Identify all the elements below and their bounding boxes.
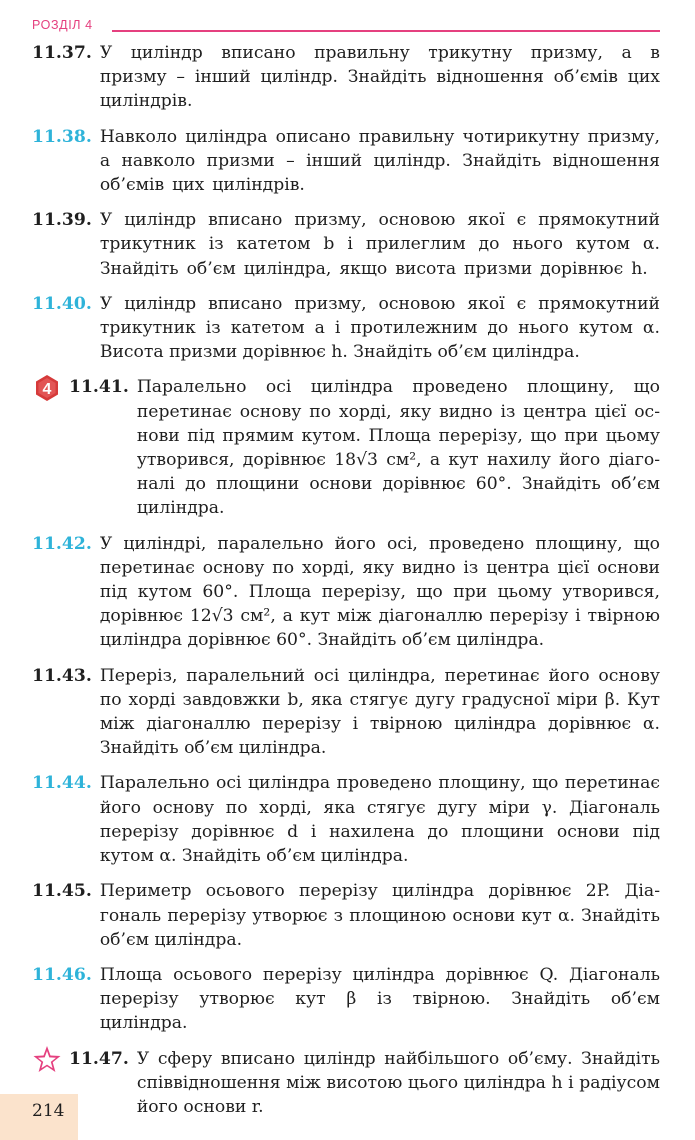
problem-number: 11.47. [69, 1048, 129, 1069]
problem-number: 11.41. [69, 377, 129, 398]
problem-text: Периметр осьового перерізу циліндра дорівнює 2P. Діагональ перерізу утворює з площиною основи кут α. Знайдіть об’єм циліндра. [99, 881, 660, 950]
page-header [32, 16, 660, 36]
problem-number: 11.37. [32, 43, 92, 63]
problem-11-47 [32, 1047, 660, 1120]
problem-number: 11.46. [32, 964, 92, 985]
problem-text: Навколо циліндра описано правильну чотирикутну призму, а навколо призми – інший циліндр. Знайдіть відношення об’ємів цих циліндрів. [99, 126, 660, 196]
problem-text: Паралельно осі циліндра проведено площину, що перетинає основу по хорді, яку видно із центра цієї основи під прямим кутом. Площа перерізу, що при цьому утворився, дорівнює 18√3 см², а кут нахилу його діагоналі до площини основи дорівнює 60°. Знайдіть об’єм циліндра. [136, 377, 660, 519]
problem-text: Паралельно осі циліндра проведено площину, що перетинає його основу по хорді, яка стягує дугу міри γ. Діагональ перерізу дорівнює d і нахилена до площини основи під кутом α. Знайдіть об’єм циліндра. [99, 773, 660, 867]
problem-number: 11.40. [32, 293, 92, 314]
problem-text: У сферу вписано циліндр найбільшого об’єму. Знайдіть співвідношення між висотою цього циліндра h і радіусом його основи r. [136, 1048, 660, 1117]
level-badge-label: 4 [42, 381, 52, 399]
problem-number: 11.42. [32, 533, 92, 554]
problem-11-46 [32, 963, 660, 1036]
problem-11-43 [32, 664, 660, 761]
star-badge-icon [32, 1045, 62, 1075]
problem-number: 11.45. [32, 881, 92, 902]
level-4-badge-icon [32, 373, 62, 403]
problem-text: Переріз, паралельний осі циліндра, перетинає його основу по хорді завдовжки b, яка стягує дугу градусної міри β. Кут між діагоналлю перерізу і твірною циліндра дорівнює α. Знайдіть об’єм циліндра. [99, 665, 660, 759]
problem-text: У циліндрі, паралельно його осі, проведено площину, що перетинає основу по хорді, яку видно із центра цієї основи під кутом 60°. Площа перерізу, що при цьому утворився, дорівнює 12√3 см², а кут між діагоналлю перерізу і твірною циліндра дорівнює 60°. Знайдіть об’єм циліндра. [99, 533, 660, 651]
problem-number: 11.43. [32, 665, 92, 686]
problem-number: 11.38. [32, 126, 92, 147]
problem-text: Площа осьового перерізу циліндра дорівнює Q. Діагональ перерізу утворює кут β із твірною. Знайдіть об’єм циліндра. [99, 964, 660, 1034]
problem-11-37 [32, 41, 660, 114]
problem-11-42 [32, 532, 660, 653]
problem-number: 11.39. [32, 210, 92, 231]
problem-text: У циліндр вписано призму, основою якої є прямокутний трикутник із катетом a і протилежним до нього кутом α. Висота призми дорівнює h. Знайдіть об’єм циліндра. [99, 293, 660, 363]
problem-11-44 [32, 771, 660, 868]
problem-11-45 [32, 879, 660, 952]
section-label: РОЗДІЛ 4 [32, 18, 93, 32]
problem-list [32, 41, 660, 1130]
problem-11-40 [32, 292, 660, 365]
problem-text: У циліндр вписано призму, основою якої є прямокутний трикутник із катетом b і прилеглим до нього кутом α. Знайдіть об’єм циліндра, якщо висота призми дорівнює h. [99, 210, 660, 279]
problem-11-38 [32, 125, 660, 198]
problem-11-39 [32, 208, 660, 281]
problem-number: 11.44. [32, 773, 92, 794]
header-rule [112, 30, 660, 32]
problem-text: У циліндр вписано правильну трикутну призму, а в призму – інший циліндр. Знайдіть відношення об’ємів цих циліндрів. [99, 43, 660, 112]
problem-11-41 [32, 375, 660, 520]
page-number: 214 [32, 1101, 65, 1121]
